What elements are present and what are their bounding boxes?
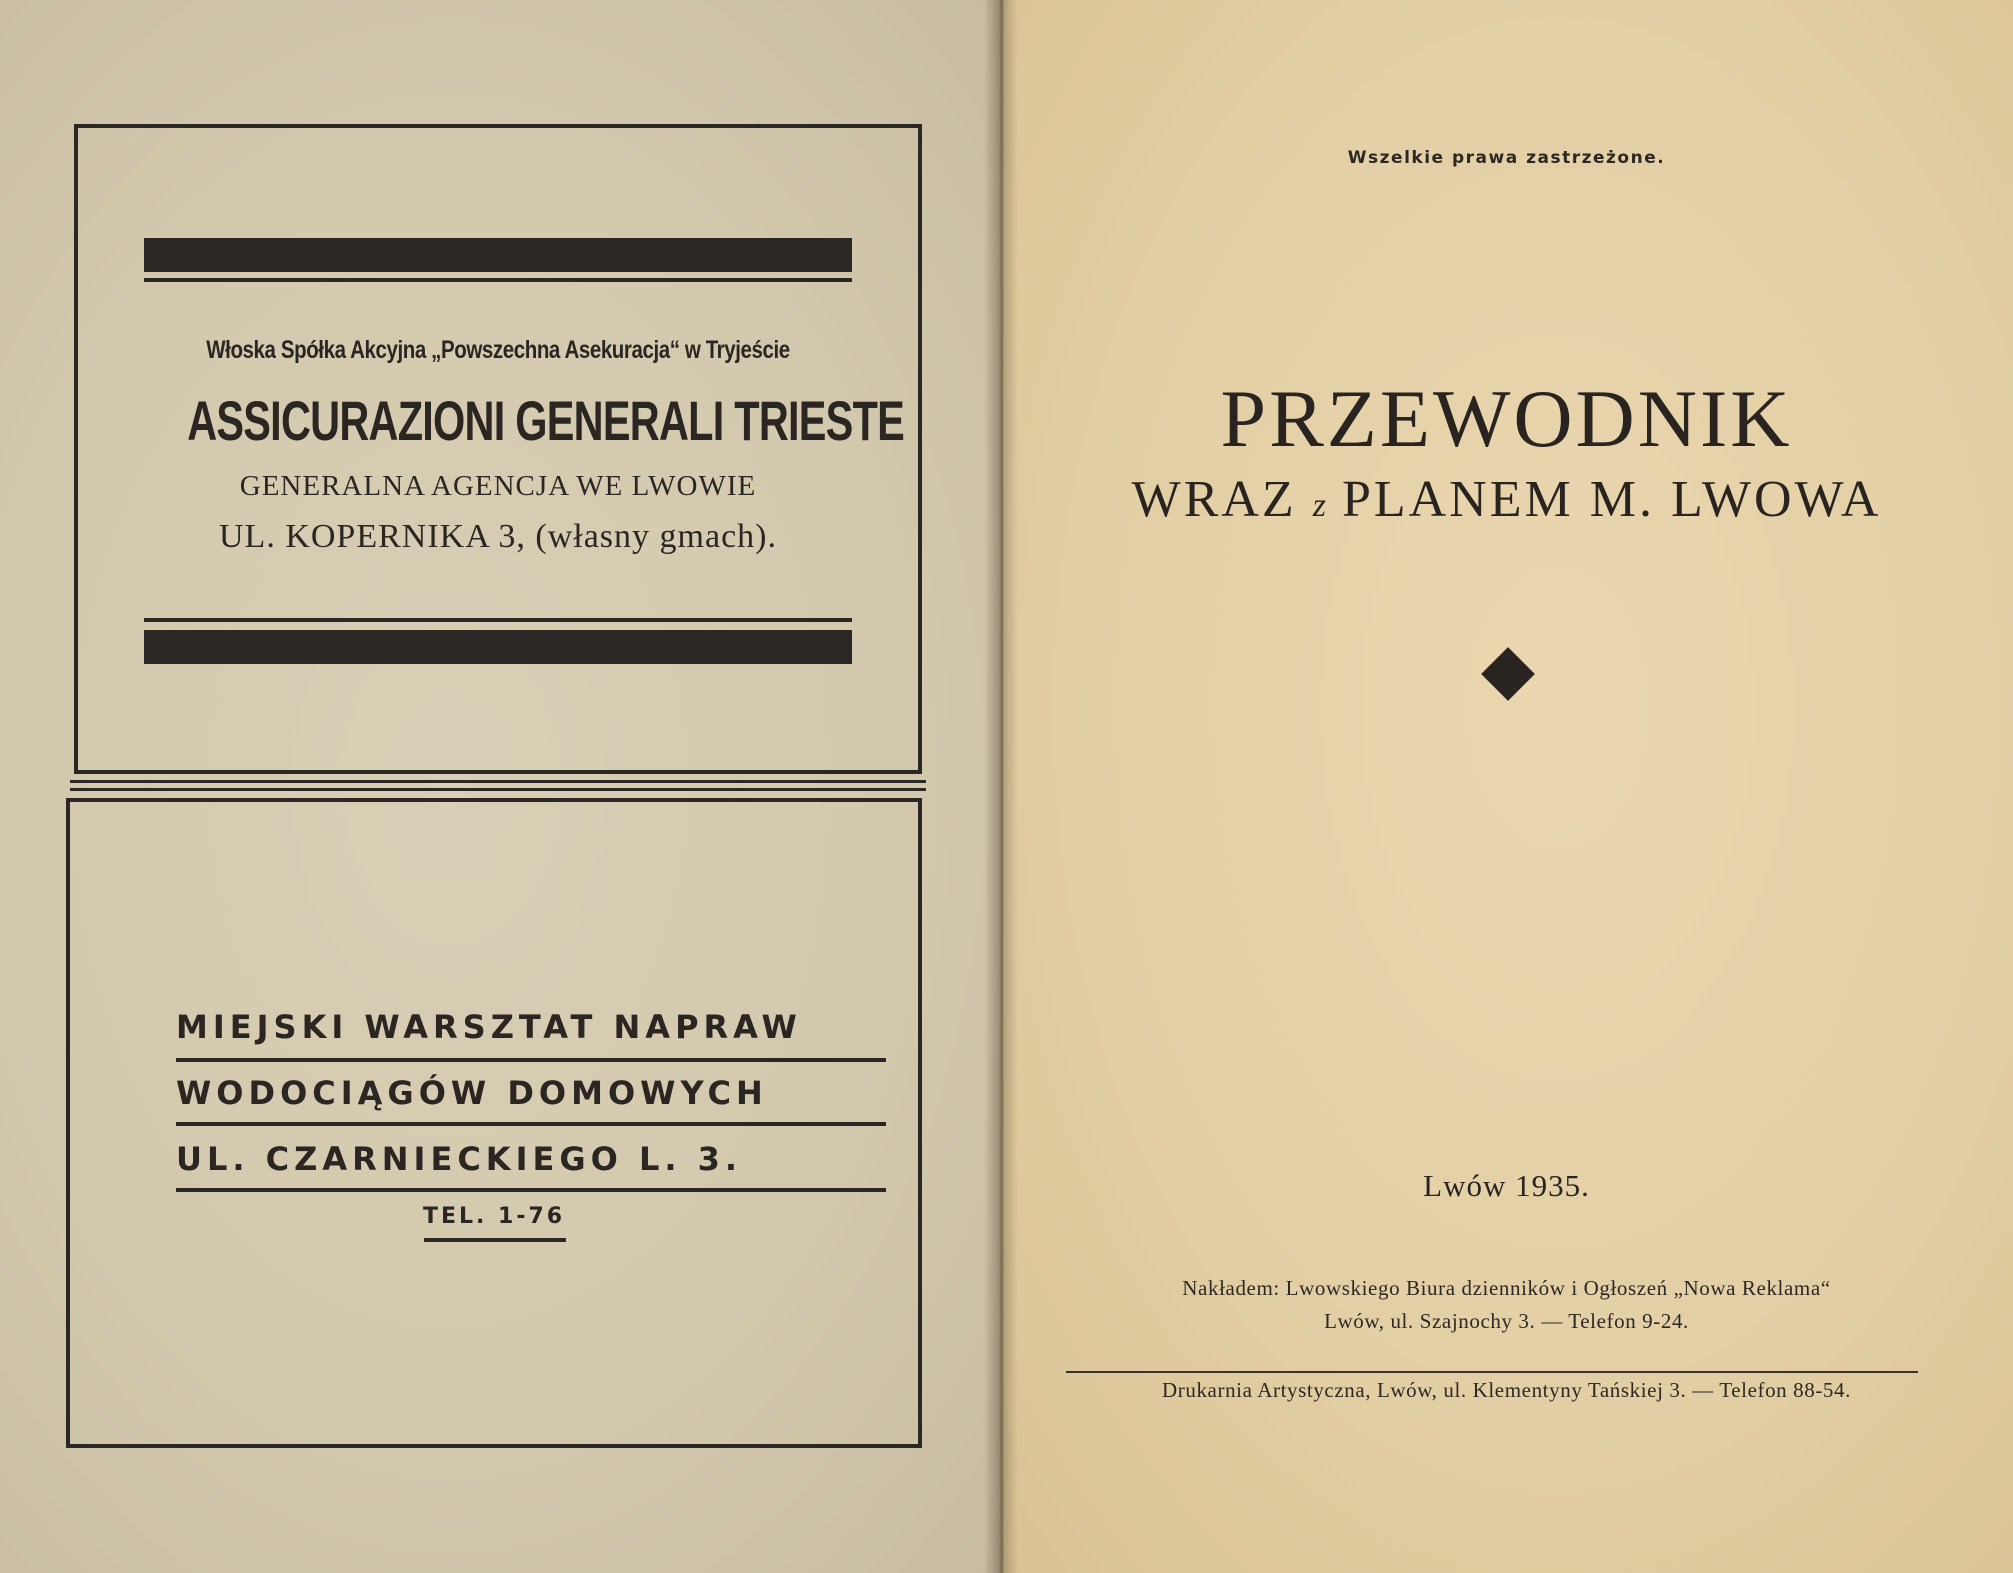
publisher-info [1000, 1272, 2013, 1338]
ad-separator [70, 780, 926, 783]
decorative-rule [144, 278, 852, 282]
rights-reserved-notice: Wszelkie prawa zastrzeżone. [1347, 148, 1666, 168]
subtitle-conjunction: z [1312, 487, 1326, 524]
insurance-address: UL. KOPERNIKA 3, (własny gmach). [219, 518, 777, 555]
workshop-rule [176, 1188, 886, 1192]
workshop-advertisement [66, 798, 922, 1448]
workshop-line-1: MIEJSKI WARSZTAT NAPRAW [176, 1008, 802, 1046]
ad-separator [70, 788, 926, 791]
workshop-phone-rule [424, 1238, 566, 1242]
publisher-line-2: Lwów, ul. Szajnochy 3. — Telefon 9-24. [1324, 1309, 1689, 1333]
subtitle-part-2: PLANEM M. LWOWA [1341, 471, 1882, 528]
place-and-year: Lwów 1935. [1423, 1168, 1590, 1203]
insurance-agency: GENERALNA AGENCJA WE LWOWIE [239, 470, 757, 502]
subtitle-part-1: WRAZ [1131, 471, 1297, 528]
workshop-line-3: UL. CZARNIECKIEGO L. 3. [176, 1140, 743, 1178]
printer-rule [1066, 1371, 1918, 1373]
page-title: PRZEWODNIK [1220, 373, 1793, 464]
publisher-line-1: Nakładem: Lwowskiego Biura dzienników i Ogłoszeń „Nowa Reklama“ [1182, 1276, 1831, 1300]
insurance-advertisement [74, 124, 922, 774]
workshop-phone: TEL. 1-76 [422, 1204, 566, 1229]
decorative-rule [144, 618, 852, 622]
printer-info: Drukarnia Artystyczna, Lwów, ul. Klementyny Tańskiej 3. — Telefon 88-54. [1162, 1378, 1851, 1402]
insurance-company-polish-name: Włoska Spółka Akcyjna „Powszechna Asekuracja“ w Tryjeście [206, 336, 790, 364]
insurance-company-name: ASSICURAZIONI GENERALI TRIESTE [187, 389, 905, 452]
workshop-line-2: WODOCIĄGÓW DOMOWYCH [176, 1074, 768, 1112]
decorative-bar [144, 238, 852, 272]
page-subtitle [1000, 470, 2013, 529]
workshop-rule [176, 1058, 886, 1062]
workshop-rule [176, 1122, 886, 1126]
decorative-bar [144, 630, 852, 664]
